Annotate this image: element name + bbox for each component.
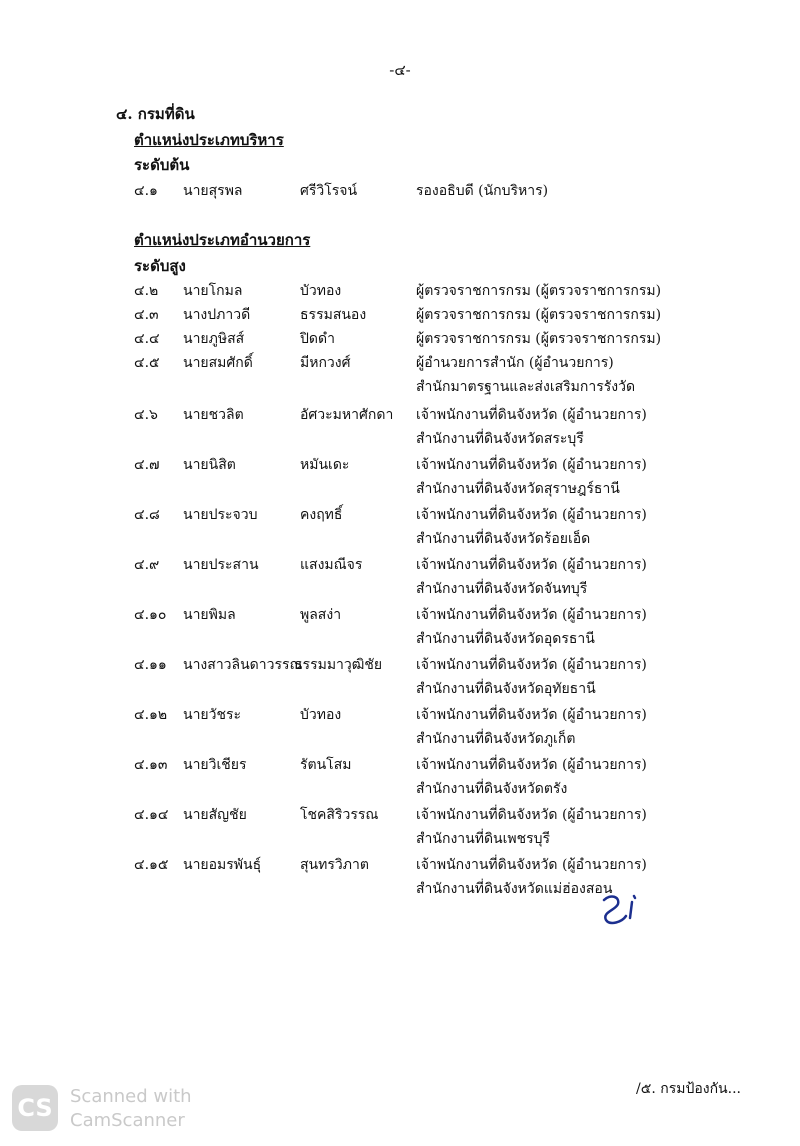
office-unit: สำนักงานที่ดินจังหวัดตรัง bbox=[416, 781, 568, 797]
first-name: นายภูษิสส์ bbox=[183, 331, 245, 347]
list-item bbox=[0, 754, 800, 802]
watermark-line-1: Scanned with bbox=[70, 1086, 192, 1107]
last-name: อัศวะมหาศักดา bbox=[300, 407, 394, 423]
last-name: ธรรมสนอง bbox=[300, 307, 367, 323]
list-item bbox=[0, 804, 800, 852]
office-unit: สำนักงานที่ดินจังหวัดแม่ฮ่องสอน bbox=[416, 881, 613, 897]
item-number: ๔.๕ bbox=[134, 355, 160, 371]
last-name: พูลสง่า bbox=[300, 607, 342, 623]
first-name: นางปภาวดี bbox=[183, 307, 251, 323]
last-name: คงฤทธิ์ bbox=[300, 507, 343, 523]
first-name: นายสมศักดิ์ bbox=[183, 355, 253, 371]
item-number: ๔.๑๔ bbox=[134, 807, 169, 823]
last-name: ศรีวิโรจน์ bbox=[300, 183, 358, 199]
item-number: ๔.๑ bbox=[134, 183, 158, 199]
list-item bbox=[0, 504, 800, 552]
list-item bbox=[0, 454, 800, 502]
list-item-admin bbox=[0, 180, 800, 228]
first-name: นายนิสิต bbox=[183, 457, 236, 473]
scanner-watermark bbox=[70, 1085, 192, 1133]
last-name: แสงมณีจร bbox=[300, 557, 363, 573]
position-title: ผู้อำนวยการสำนัก (ผู้อำนวยการ) bbox=[416, 355, 614, 371]
item-number: ๔.๓ bbox=[134, 307, 159, 323]
item-number: ๔.๘ bbox=[134, 507, 160, 523]
last-name: บัวทอง bbox=[300, 707, 342, 723]
position-title: เจ้าพนักงานที่ดินจังหวัด (ผู้อำนวยการ) bbox=[416, 657, 647, 673]
office-unit: สำนักงานที่ดินจังหวัดสระบุรี bbox=[416, 431, 584, 447]
first-name: นายอมรพันธุ์ bbox=[183, 857, 262, 873]
first-name: นายวัชระ bbox=[183, 707, 242, 723]
item-number: ๔.๑๕ bbox=[134, 857, 169, 873]
camscanner-logo-icon: CS bbox=[12, 1085, 58, 1131]
list-item bbox=[0, 404, 800, 452]
last-name: มีหกวงศ์ bbox=[300, 355, 351, 371]
list-item bbox=[0, 704, 800, 752]
last-name: บัวทอง bbox=[300, 283, 342, 299]
office-unit: สำนักงานที่ดินจังหวัดอุทัยธานี bbox=[416, 681, 596, 697]
first-name: นายชวลิต bbox=[183, 407, 244, 423]
position-title: ผู้ตรวจราชการกรม (ผู้ตรวจราชการกรม) bbox=[416, 331, 662, 347]
category-admin-heading: ตำแหน่งประเภทบริหาร bbox=[134, 131, 284, 149]
position-title: ผู้ตรวจราชการกรม (ผู้ตรวจราชการกรม) bbox=[416, 307, 662, 323]
office-unit: สำนักงานที่ดินจังหวัดสุราษฎร์ธานี bbox=[416, 481, 620, 497]
last-name: ธรรมมาวุฒิชัย bbox=[294, 657, 383, 673]
level-director-heading: ระดับสูง bbox=[134, 257, 186, 275]
position-title: เจ้าพนักงานที่ดินจังหวัด (ผู้อำนวยการ) bbox=[416, 757, 647, 773]
item-number: ๔.๗ bbox=[134, 457, 160, 473]
list-item bbox=[0, 854, 800, 902]
item-number: ๔.๒ bbox=[134, 283, 159, 299]
first-name: นายประสาน bbox=[183, 557, 259, 573]
list-item bbox=[0, 604, 800, 652]
item-number: ๔.๑๒ bbox=[134, 707, 168, 723]
item-number: ๔.๖ bbox=[134, 407, 158, 423]
first-name: นายวิเชียร bbox=[183, 757, 247, 773]
last-name: สุนทรวิภาต bbox=[300, 857, 369, 873]
list-item bbox=[0, 352, 800, 400]
position-title: เจ้าพนักงานที่ดินจังหวัด (ผู้อำนวยการ) bbox=[416, 457, 647, 473]
position-title: รองอธิบดี (นักบริหาร) bbox=[416, 183, 549, 199]
position-title: เจ้าพนักงานที่ดินจังหวัด (ผู้อำนวยการ) bbox=[416, 707, 647, 723]
item-number: ๔.๙ bbox=[134, 557, 160, 573]
category-director-heading: ตำแหน่งประเภทอำนวยการ bbox=[134, 231, 311, 249]
watermark-line-2: CamScanner bbox=[70, 1110, 185, 1131]
item-number: ๔.๑๓ bbox=[134, 757, 168, 773]
office-unit: สำนักงานที่ดินจังหวัดอุดรธานี bbox=[416, 631, 595, 647]
last-name: ปิดดำ bbox=[300, 331, 335, 347]
office-unit: สำนักงานที่ดินจังหวัดร้อยเอ็ด bbox=[416, 531, 591, 547]
office-unit: สำนักงานที่ดินจังหวัดจันทบุรี bbox=[416, 581, 588, 597]
item-number: ๔.๔ bbox=[134, 331, 160, 347]
item-number: ๔.๑๑ bbox=[134, 657, 167, 673]
position-title: เจ้าพนักงานที่ดินจังหวัด (ผู้อำนวยการ) bbox=[416, 607, 647, 623]
list-item bbox=[0, 654, 800, 702]
office-unit: สำนักมาตรฐานและส่งเสริมการรังวัด bbox=[416, 379, 636, 395]
office-unit: สำนักงานที่ดินเพชรบุรี bbox=[416, 831, 551, 847]
position-title: เจ้าพนักงานที่ดินจังหวัด (ผู้อำนวยการ) bbox=[416, 557, 647, 573]
next-page-reference: /๕. กรมป้องกัน... bbox=[636, 1081, 741, 1097]
item-number: ๔.๑๐ bbox=[134, 607, 167, 623]
last-name: หมันเดะ bbox=[300, 457, 350, 473]
list-item bbox=[0, 554, 800, 602]
last-name: รัตนโสม bbox=[300, 757, 352, 773]
position-title: เจ้าพนักงานที่ดินจังหวัด (ผู้อำนวยการ) bbox=[416, 407, 647, 423]
page-number: -๔- bbox=[389, 61, 411, 79]
department-heading: ๔. กรมที่ดิน bbox=[116, 105, 195, 123]
office-unit: สำนักงานที่ดินจังหวัดภูเก็ต bbox=[416, 731, 576, 747]
position-title: เจ้าพนักงานที่ดินจังหวัด (ผู้อำนวยการ) bbox=[416, 807, 647, 823]
first-name: นายสุรพล bbox=[183, 183, 243, 199]
first-name: นายประจวบ bbox=[183, 507, 258, 523]
level-admin-heading: ระดับต้น bbox=[134, 156, 190, 174]
first-name: นายโกมล bbox=[183, 283, 243, 299]
first-name: นางสาวลินดาวรรณ bbox=[183, 657, 303, 673]
last-name: โชคสิริวรรณ bbox=[300, 807, 379, 823]
first-name: นายสัญชัย bbox=[183, 807, 247, 823]
position-title: เจ้าพนักงานที่ดินจังหวัด (ผู้อำนวยการ) bbox=[416, 857, 647, 873]
first-name: นายพิมล bbox=[183, 607, 236, 623]
position-title: เจ้าพนักงานที่ดินจังหวัด (ผู้อำนวยการ) bbox=[416, 507, 647, 523]
position-title: ผู้ตรวจราชการกรม (ผู้ตรวจราชการกรม) bbox=[416, 283, 662, 299]
signature-mark bbox=[596, 892, 644, 932]
